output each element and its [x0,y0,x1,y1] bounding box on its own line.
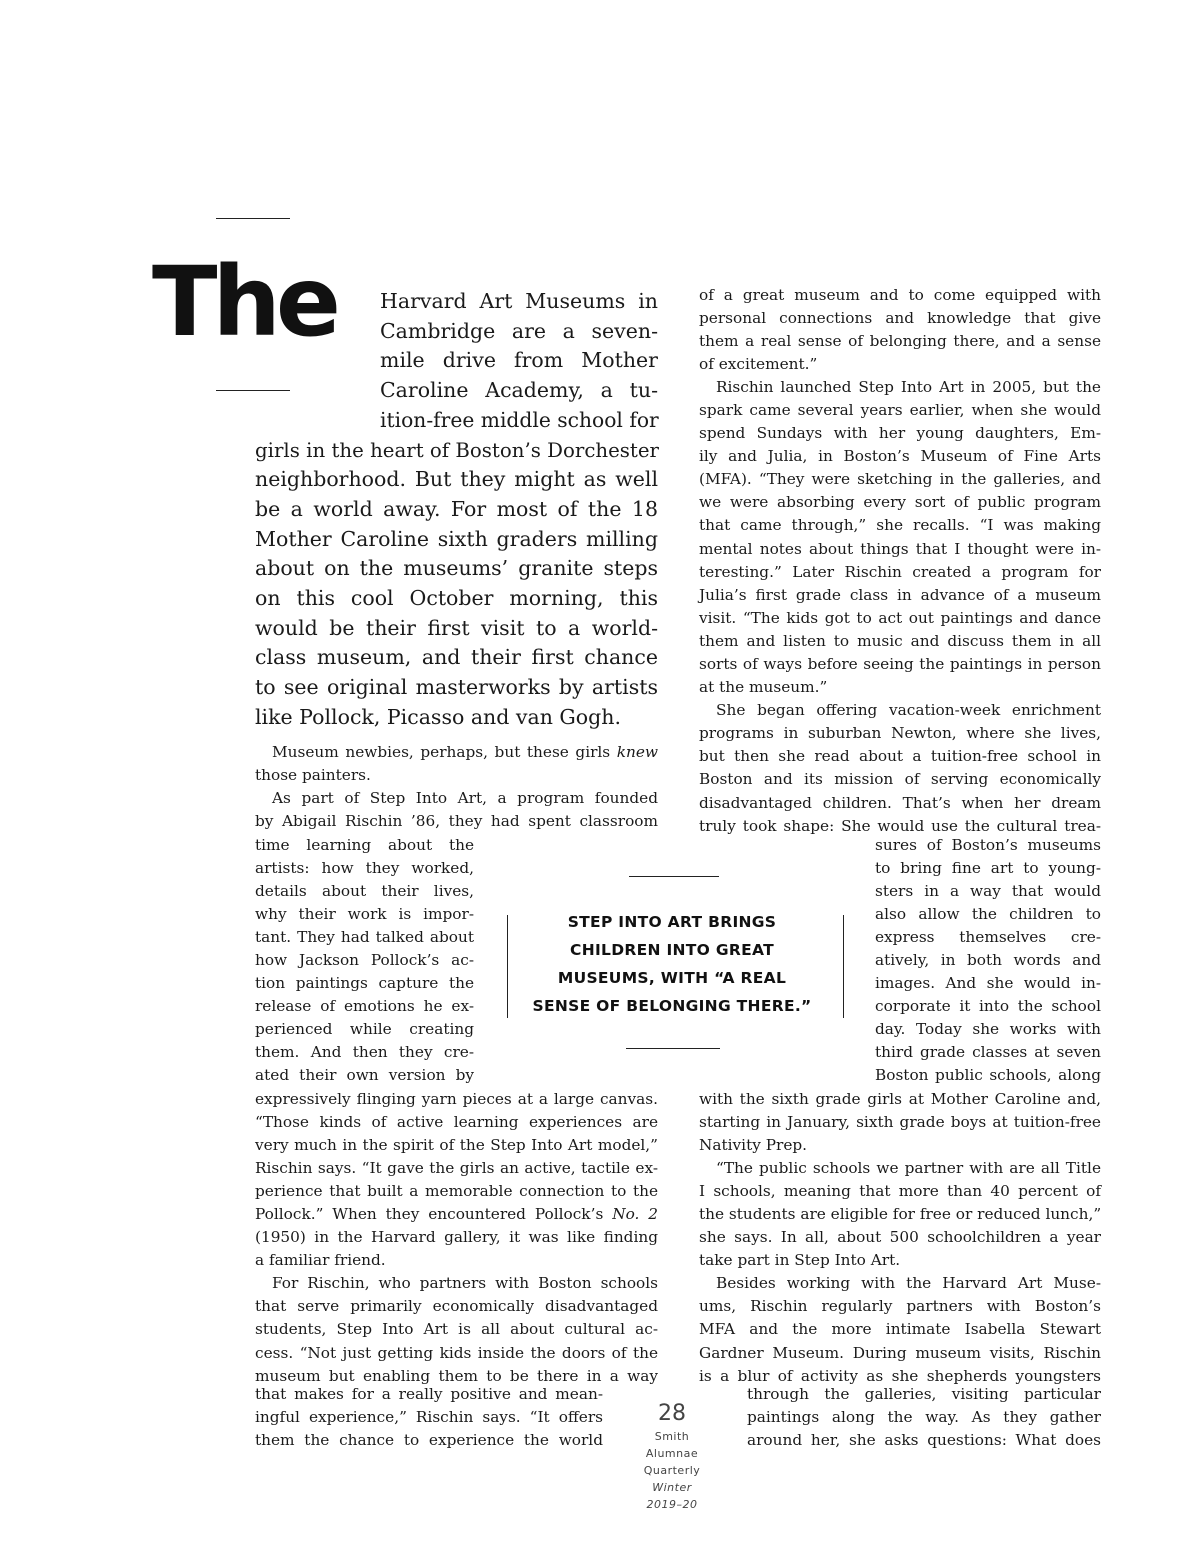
body-line: she says. In all, about 500 schoolchildren a year [699,1228,1101,1247]
body-line: that came through,” she recalls. “I was making [699,516,1101,535]
lead-line: Cambridge are a seven- [380,318,658,343]
lead-line: be a world away. For most of the 18 [255,496,658,521]
body-line: MFA and the more intimate Isabella Stewart [699,1320,1101,1339]
body-line: also allow the children to [875,904,1101,923]
body-line: personal connections and knowledge that give [699,308,1101,327]
body-line: starting in January, sixth grade boys at tuition-free [699,1112,1101,1131]
body-line: students, Step Into Art is all about cultural ac- [255,1320,658,1339]
body-line: spend Sundays with her young daughters, Em- [699,424,1101,443]
emphasis-text: knew [616,743,658,761]
body-line: images. And she would in- [875,974,1101,993]
body-line: at the museum.” [699,678,828,697]
body-line: Museum newbies, perhaps, but these girls knew [272,743,658,761]
body-line: truly took shape: She would use the cultural trea- [699,816,1101,835]
body-line: third grade classes at seven [875,1043,1101,1062]
lead-line: class museum, and their first chance [255,645,658,670]
body-line: sures of Boston’s museums [875,835,1101,854]
lead-line: Caroline Academy, a tu- [380,378,658,403]
body-line: we were absorbing every sort of public program [699,493,1101,512]
drop-word-rule [216,390,290,391]
body-line: ums, Rischin regularly partners with Boston’s [699,1297,1101,1316]
body-line: why their work is impor- [255,904,474,923]
lead-line: ition-free middle school for [380,407,659,432]
pull-quote-left-rule [507,915,508,1018]
issue-year: 2019–20 [646,1498,698,1511]
body-line: Boston public schools, along [875,1066,1101,1085]
body-line: very much in the spirit of the Step Into Art model,” [255,1135,658,1154]
body-line: Pollock.” When they encountered Pollock’s No. 2 [255,1204,658,1223]
col2-narrow [875,834,1101,1088]
body-line: Boston and its mission of serving economically [699,770,1101,789]
lead-line: about on the museums’ granite steps [255,556,658,581]
publication-name: Smith [654,1430,690,1443]
body-line: visit. “The kids got to act out paintings and dance [699,608,1101,627]
body-line: that serve primarily economically disadvantaged [255,1297,658,1316]
body-line: sters in a way that would [875,881,1101,900]
body-line: them a real sense of belonging there, and a sense [699,331,1101,350]
body-line: express themselves cre- [875,927,1101,946]
body-line: ated their own version by [255,1066,474,1085]
body-line: of a great museum and to come equipped with [699,285,1101,304]
body-line: spark came several years earlier, when she would [699,400,1101,419]
body-line: disadvantaged children. That’s when her dream [699,793,1101,812]
lead-line: like Pollock, Picasso and van Gogh. [255,704,621,729]
lead-paragraph-bottom [255,436,658,733]
body-line: by Abigail Rischin ’86, they had spent classroom [255,812,658,831]
body-line: to bring fine art to young- [875,858,1101,877]
lead-line: on this cool October morning, this [255,585,658,610]
body-line: of excitement.” [699,354,818,373]
body-line: tant. They had talked about [255,927,474,946]
col2-mid [699,1088,1101,1388]
pull-quote-bottom-rule [626,1048,720,1049]
body-line: As part of Step Into Art, a program founded [272,789,658,808]
body-line: expressively flinging yarn pieces at a large canvas. [255,1089,658,1108]
body-line: take part in Step Into Art. [699,1251,901,1270]
body-line: sorts of ways before seeing the paintings in person [699,655,1101,673]
body-line: artists: how they worked, [255,858,474,877]
body-line: “Those kinds of active learning experiences are [255,1112,658,1131]
body-line: For Rischin, who partners with Boston schools [272,1274,658,1293]
pull-quote-top-rule [629,876,719,877]
body-line: museum but enabling them to be there in a way [255,1366,658,1385]
body-line: ily and Julia, in Boston’s Museum of Fine Arts [699,447,1101,466]
drop-word: The [152,246,336,358]
body-line: programs in suburban Newton, where she lives, [699,724,1101,743]
body-line: them the chance to experience the world [255,1430,603,1449]
body-line: corporate it into the school [875,997,1101,1016]
body-line: (MFA). “They were sketching in the galleries, and [699,470,1101,489]
page-number: 28 [658,1401,686,1426]
pull-quote-right-rule [843,915,844,1018]
body-line: “The public schools we partner with are all Title [716,1158,1101,1177]
body-line: a familiar friend. [255,1251,386,1270]
lead-line: girls in the heart of Boston’s Dorchester [255,438,659,462]
pull-quote [517,908,827,1020]
top-rule [216,218,290,219]
col1-end [255,1383,603,1452]
lead-line: Harvard Art Museums in [380,289,658,313]
body-line: Julia’s first grade class in advance of a museum [699,585,1101,604]
pull-quote-line: CHILDREN INTO GREAT [570,941,774,959]
body-line: Besides working with the Harvard Art Muse- [716,1274,1101,1293]
publication-name: Alumnae [645,1447,699,1460]
body-line: details about their lives, [255,881,474,900]
body-line: Gardner Museum. During museum visits, Rischin [699,1343,1101,1362]
body-line: perience that built a memorable connection to the [255,1181,658,1200]
lead-line: neighborhood. But they might as well [255,467,658,492]
body-line: tion paintings capture the [255,974,474,993]
body-line: them and listen to music and discuss them in all [699,631,1101,650]
col2-end [747,1383,1101,1452]
body-line: atively, in both words and [875,950,1101,969]
lead-paragraph-top [380,287,658,435]
body-line: teresting.” Later Rischin created a program for [699,562,1101,581]
lead-line: would be their first visit to a world- [255,615,658,640]
body-line: release of emotions he ex- [255,997,474,1016]
body-line: ingful experience,” Rischin says. “It offers [255,1407,603,1426]
lead-line: to see original masterworks by artists [255,675,658,699]
body-line: Nativity Prep. [699,1135,808,1154]
body-line: how Jackson Pollock’s ac- [255,950,474,969]
col1-narrow [255,834,474,1088]
body-line: them. And then they cre- [255,1043,474,1062]
lead-line: mile drive from Mother [380,348,658,373]
pull-quote-line: MUSEUMS, WITH “A REAL [557,969,787,987]
issue-season: Winter [652,1481,692,1494]
body-line: perienced while creating [255,1020,474,1039]
body-line: with the sixth grade girls at Mother Caroline and, [699,1089,1101,1108]
pull-quote-line: SENSE OF BELONGING THERE.” [532,997,812,1015]
col1-top [255,741,658,833]
body-line: Rischin says. “It gave the girls an active, tactile ex- [255,1158,658,1177]
body-line: (1950) in the Harvard gallery, it was like finding [255,1228,658,1247]
body-line: that makes for a really positive and mean- [255,1384,603,1403]
body-line: through the galleries, visiting particular [747,1384,1101,1403]
body-line: I schools, meaning that more than 40 percent of [699,1181,1101,1200]
body-line: paintings along the way. As they gather [747,1407,1101,1426]
body-line: cess. “Not just getting kids inside the doors of the [255,1343,658,1362]
body-line: but then she read about a tuition-free school in [699,747,1101,766]
body-line: She began offering vacation-week enrichment [716,701,1101,720]
pull-quote-line: STEP INTO ART BRINGS [567,913,777,931]
body-line: those painters. [255,766,371,785]
body-line: is a blur of activity as she shepherds youngsters [699,1366,1101,1385]
folio [632,1400,712,1513]
body-line: Rischin launched Step Into Art in 2005, but the [716,377,1101,396]
body-line: mental notes about things that I thought were in- [699,539,1101,558]
publication-name: Quarterly [643,1464,701,1477]
body-line: around her, she asks questions: What does [747,1430,1101,1449]
col2-top [699,284,1101,838]
painting-title: No. 2 [612,1204,658,1223]
body-line: day. Today she works with [875,1020,1101,1039]
col1-bottom [255,1088,658,1388]
body-line: the students are eligible for free or reduced lunch,” [699,1204,1102,1223]
body-line: time learning about the [255,835,474,854]
lead-line: Mother Caroline sixth graders milling [255,526,658,551]
